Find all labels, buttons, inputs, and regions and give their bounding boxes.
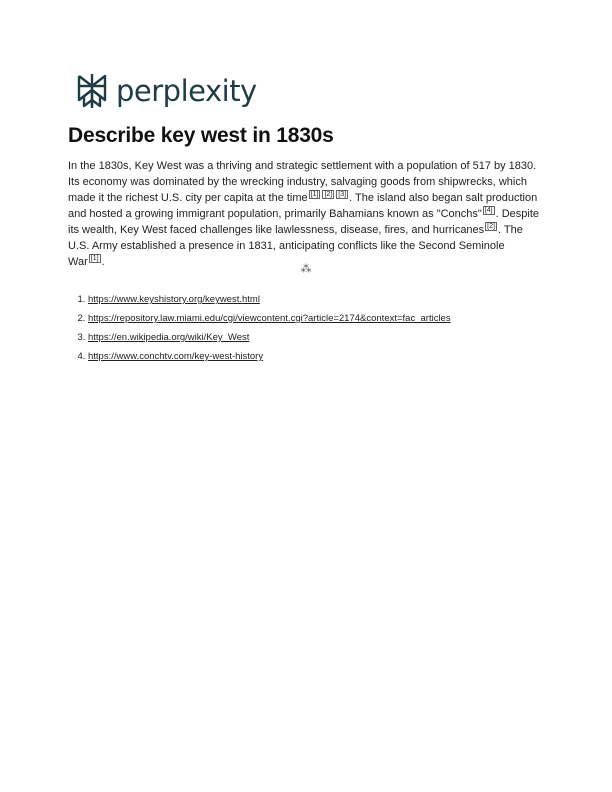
citation-link[interactable]: [3] (338, 191, 347, 199)
reference-link[interactable]: https://en.wikipedia.org/wiki/Key_West (88, 332, 250, 343)
answer-text: . Despite its wealth, Key West faced challenges like lawlessness, disease, fires, and hurricanes (68, 208, 540, 236)
reference-item (88, 351, 451, 362)
reference-item (88, 313, 451, 324)
perplexity-logo (75, 72, 257, 110)
reference-item (88, 294, 451, 305)
reference-item (88, 332, 451, 343)
citation-link[interactable]: [2] (487, 223, 495, 231)
answer-paragraph (68, 158, 544, 270)
reference-link[interactable]: https://www.conchtv.com/key-west-history (88, 351, 264, 362)
reference-link[interactable]: https://repository.law.miami.edu/cgi/viewcontent.cgi?article=2174&context=fac_articles (88, 313, 451, 324)
answer-text: . The U.S. Army established a presence in 1831, anticipating conflicts like the Second Seminole War (68, 224, 523, 268)
answer-text: . (101, 256, 105, 268)
page-title: Describe key west in 1830s (68, 124, 334, 147)
answer-text: In the 1830s, Key West was a thriving and strategic settlement with a population of 517 by 1830. Its economy was dominated by the wrecking industry, salvaging goods from shipwrecks, which made it the richest U.S. city per capita at the time (68, 160, 537, 204)
section-separator: ⁂ (300, 263, 312, 275)
citation-link[interactable]: [2] (324, 191, 333, 199)
reference-list (68, 294, 451, 370)
citation-link[interactable]: [1] (310, 191, 319, 199)
perplexity-logo-icon (75, 72, 109, 110)
brand-name: perplexity (116, 74, 257, 108)
citation-link[interactable]: [4] (484, 207, 493, 215)
reference-link[interactable]: https://www.keyshistory.org/keywest.html (88, 294, 260, 305)
answer-text: . The island also began salt production and hosted a growing immigrant population, primarily Bahamians known as "Conchs" (68, 192, 538, 220)
citation-link[interactable]: [1] (90, 255, 99, 263)
